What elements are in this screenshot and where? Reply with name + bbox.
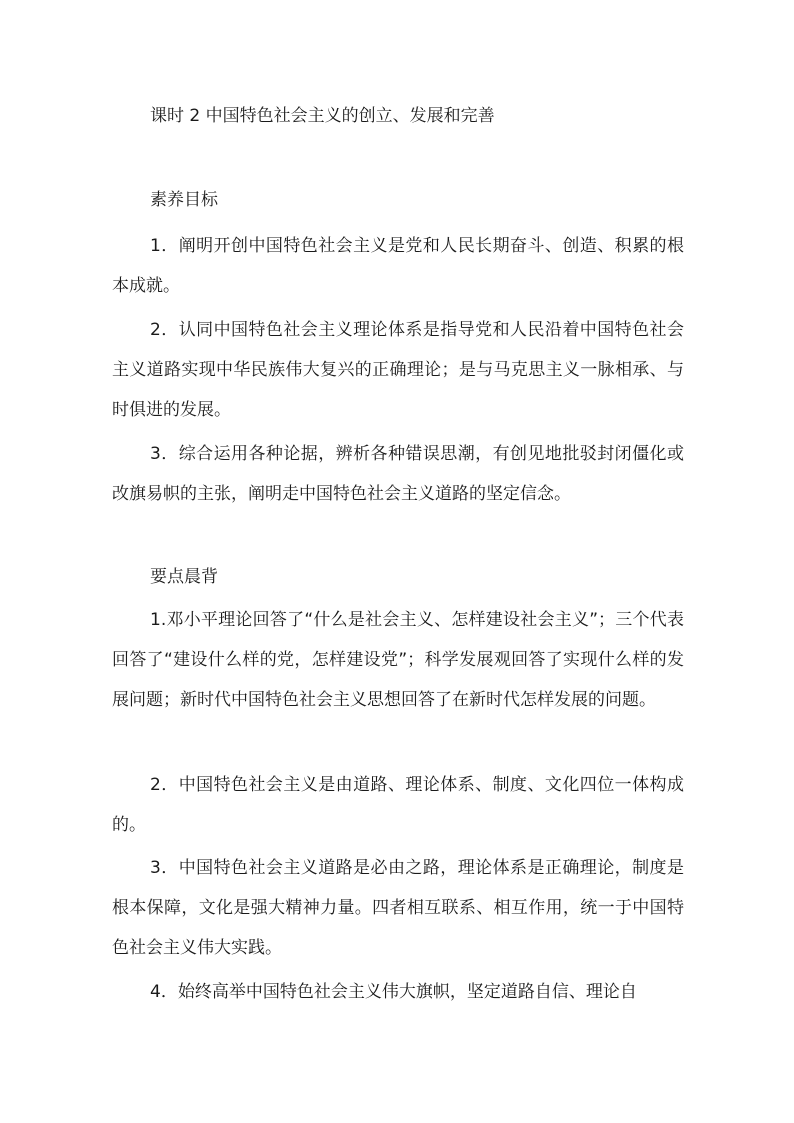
- goals-heading: 素养目标: [150, 190, 218, 210]
- point-item-3: 3．中国特色社会主义道路是必由之路，理论体系是正确理论，制度是根本保障，文化是强大精神力量。四者相互联系、相互作用，统一于中国特色社会主义伟大实践。: [112, 858, 684, 958]
- goal-item-1: 1．阐明开创中国特色社会主义是党和人民长期奋斗、创造、积累的根本成就。: [112, 236, 684, 296]
- goal-item-2: 2．认同中国特色社会主义理论体系是指导党和人民沿着中国特色社会主义道路实现中华民族伟大复兴的正确理论；是与马克思主义一脉相承、与时俱进的发展。: [112, 320, 684, 420]
- goal-item-3: 3．综合运用各种论据，辨析各种错误思潮，有创见地批驳封闭僵化或改旗易帜的主张，阐明走中国特色社会主义道路的坚定信念。: [112, 444, 684, 504]
- point-item-4: 4．始终高举中国特色社会主义伟大旗帜，坚定道路自信、理论自: [150, 982, 637, 1002]
- points-heading: 要点晨背: [150, 567, 218, 587]
- lesson-title: 课时 2 中国特色社会主义的创立、发展和完善: [150, 106, 495, 126]
- point-item-2: 2．中国特色社会主义是由道路、理论体系、制度、文化四位一体构成的。: [112, 775, 684, 835]
- point-item-1: 1.邓小平理论回答了“什么是社会主义、怎样建设社会主义”；三个代表回答了“建设什么样的党，怎样建设党”；科学发展观回答了实现什么样的发展问题；新时代中国特色社会主义思想回答了在新时代怎样发展的问题。: [112, 610, 684, 710]
